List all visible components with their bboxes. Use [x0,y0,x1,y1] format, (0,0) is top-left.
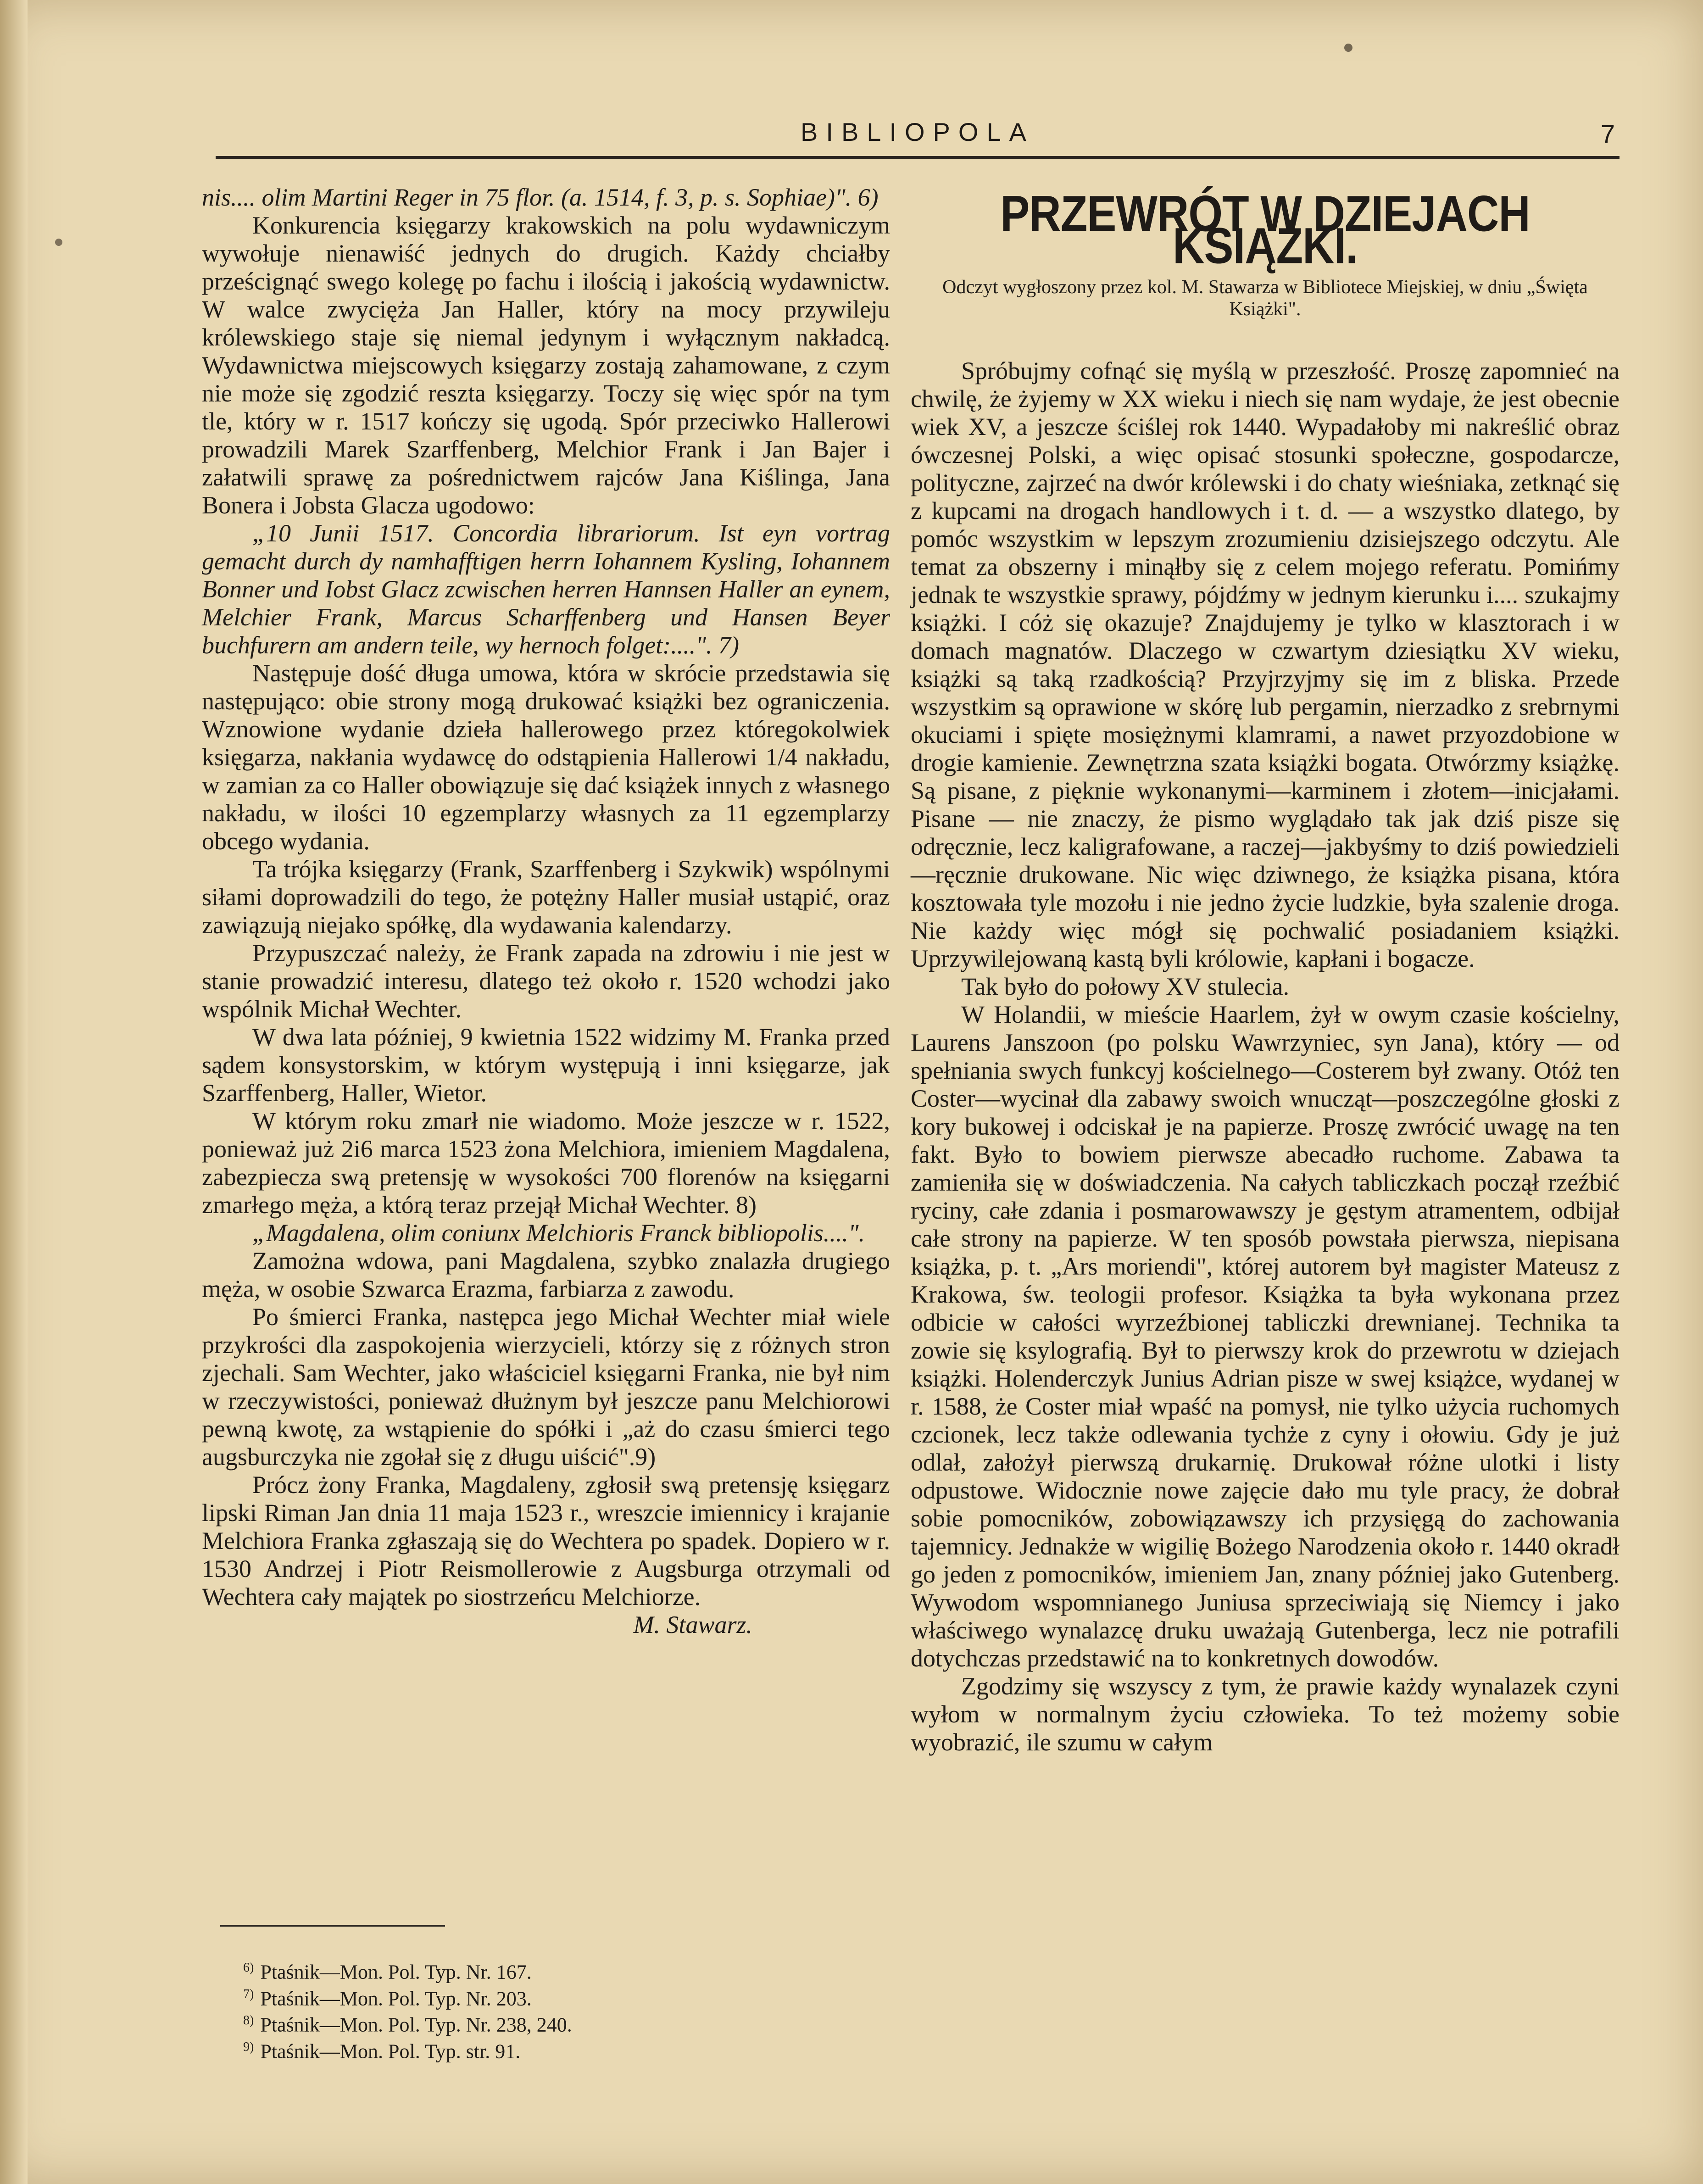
paragraph: Po śmierci Franka, następca jego Michał Wechter miał wiele przykrości dla zaspokojenia wierzycieli, którzy się z różnych stron zjechali. Sam Wechter, jako właściciel księgarni Franka, nie był nim w rzeczywistości, ponieważ dłużnym był jeszcze panu Melchiorowi pewną kwotę, za wstąpienie do spółki i „aż do czasu śmierci tego augsburczyka nie zgołał się z długu uiścić".9) [202,1303,890,1471]
footnote-number: 9) [243,2039,254,2054]
quotation: „10 Junii 1517. Concordia librariorum. Ist eyn vortrag gemacht durch dy namhafftigen herrn Iohannem Kysling, Iohannem Bonner und Iobst Glacz zcwischen herren Hannsen Haller an eynem, Melchier Frank, Marcus Scharffenberg und Hansen Beyer buchfurern am andern teile, wy hernoch folget:....". 7) [202,519,890,659]
paragraph: W którym roku zmarł nie wiadomo. Może jeszcze w r. 1522, ponieważ już 2i6 marca 1523 żona Melchiora, imieniem Magdalena, zabezpiecza swą pretensję w wysokości 700 florenów na księgarni zmarłego męża, a którą teraz przejął Michał Wechter. 8) [202,1107,890,1219]
paragraph: Prócz żony Franka, Magdaleny, zgłosił swą pretensję księgarz lipski Riman Jan dnia 11 maja 1523 r., wreszcie imiennicy i krajanie Melchiora Franka zgłaszają się do Wechtera po spadek. Dopiero w r. 1530 Andrzej i Piotr Reismollerowie z Augsburga otrzymali od Wechtera cały majątek po siostrzeńcu Melchiorze. [202,1471,890,1610]
footnotes [243,1957,794,2063]
quotation: „Magdalena, olim coniunx Melchioris Franck bibliopolis....". [252,1219,865,1247]
footnote [243,1983,794,2010]
publication-title: BIBLIOPOLA [801,117,1035,146]
footnote-rule [220,1925,445,1927]
paragraph: Spróbujmy cofnąć się myślą w przeszłość. Proszę zapomnieć na chwilę, że żyjemy w XX wieku i niech się nam wydaje, że jest obecnie wiek XV, a jeszcze ściślej rok 1440. Wypadałoby mi nakreślić obraz ówczesnej Polski, a więc opisać stosunki społeczne, gospodarcze, polityczne, zajrzeć na dwór królewski i do chaty wieśniaka, zetknąć się z kupcami na drogach handlowych i t. d. — a wszystko dlatego, by pomóc wszystkim w lepszym zrozumieniu dzisiejszego odczytu. Ale temat za obszerny i minąłby się z celem mojego referatu. Pomińmy jednak te wszystkie sprawy, pójdźmy w jednym kierunku i.... szukajmy książki. I cóż się okazuje? Znajdujemy je tylko w klasztorach i w domach magnatów. Dlaczego w czwartym dziesiątku XV wieku, książki są taką rzadkością? Przyjrzyjmy się im z bliska. Przede wszystkim są oprawione w skórę lub pergamin, nierzadko z srebrnymi okuciami i spięte mosiężnymi klamrami, a nawet przyozdobione w drogie kamienie. Zewnętrzna szata książki bogata. Otwórzmy książkę. Są pisane, z pięknie wykonanymi—karminem i złotem—inicjałami. Pisane — nie znaczy, że pismo wyglądało tak jak dziś pisze się odręcznie, lecz kaligrafowane, a raczej—jakbyśmy to dziś powiedzieli—ręcznie drukowane. Nic więc dziwnego, że książka pisana, która kosztowała tyle mozołu i nie jedno życie ludzkie, była szalenie droga. Nie każdy więc mógł się pochwalić posiadaniem książki. Uprzywilejowaną kastą byli królowie, kapłani i bogacze. [911,357,1620,972]
footnote-text: Ptaśnik—Mon. Pol. Typ. Nr. 238, 240. [260,2013,572,2036]
footnote-number: 8) [243,2013,254,2028]
footnote-text: Ptaśnik—Mon. Pol. Typ. Nr. 203. [260,1987,532,2010]
paragraph: Ta trójka księgarzy (Frank, Szarffenberg i Szykwik) wspólnymi siłami doprowadzili do tego, że potężny Haller musiał ustąpić, oraz zawiązują niejako spółkę, dla wydawania kalendarzy. [202,855,890,939]
footnote [243,2036,794,2063]
footnote [243,1957,794,1983]
page-header [220,117,1615,154]
paragraph: Zamożna wdowa, pani Magdalena, szybko znalazła drugiego męża, w osobie Szwarca Erazma, farbiarza z zawodu. [202,1247,890,1303]
article-title: PRZEWRÓT W DZIEJACH KSIĄŻKI. [1000,185,1530,274]
article-subtitle: Odczyt wygłoszony przez kol. M. Stawarza w Bibliotece Miejskiej, w dniu „Święta Książki". [942,277,1588,320]
paragraph: Następuje dość długa umowa, która w skrócie przedstawia się następująco: obie strony mogą drukować książki bez ograniczenia. Wznowione wydanie dzieła hallerowego przez któregokolwiek księgarza, nakłania wydawcę do odstąpienia Hallerowi 1/4 nakładu, w zamian za co Haller obowiązuje się dać książek innych z własnego nakładu, w ilości 10 egzemplarzy własnych za 11 egzemplarzy obcego wydania. [202,659,890,855]
header-rule [216,156,1620,159]
footnote [243,2010,794,2036]
page-spine-shadow [0,0,28,2184]
footnote-text: Ptaśnik—Mon. Pol. Typ. str. 91. [260,2040,521,2063]
ink-speck [1344,44,1352,52]
paragraph: Zgodzimy się wszyscy z tym, że prawie każdy wynalazek czyni wyłom w normalnym życiu człowieka. To też możemy sobie wyobrazić, ile szumu w całym [911,1672,1620,1756]
left-column [202,184,890,1639]
paragraph: nis.... olim Martini Reger in 75 flor. (a. 1514, f. 3, p. s. Sophiae)". 6) [202,184,879,211]
footnote-number: 6) [243,1961,254,1975]
paragraph: W Holandii, w mieście Haarlem, żył w owym czasie kościelny, Laurens Janszoon (po polsku Wawrzyniec, syn Jana), który — od spełniania swych funkcyj kościelnego—Costerem był zwany. Otóż ten Coster—wycinał dla zabawy swoich wnucząt—poszczególne głoski z kory bukowej i odciskał je na papierze. Proszę zwrócić uwagę na ten fakt. Było to bowiem pierwsze abecadło ruchome. Zabawa ta zamieniła się w doświadczenia. Na całych tabliczkach począł rzeźbić ryciny, całe zdania i posmarowawszy je gęstym atramentem, odbijał całe strony na papierze. W ten sposób powstała pierwsza, niepisana książka, p. t. „Ars moriendi", której autorem był magister Mateusz z Krakowa, św. teologii profesor. Książka ta była wykonana przez odbicie w całości wyrzeźbionej tabliczki drewnianej. Technika ta zowie się ksylografią. Był to pierwszy krok do przewrotu w dziejach książki. Holenderczyk Junius Adrian pisze w swej książce, wydanej w r. 1588, że Coster miał wpaść na pomysł, nie tylko użycia ruchomych czcionek, lecz także odlewania tychże z cyny i ołowiu. Gdy je już odlał, założył pierwszą drukarnię. Drukował różne ulotki i listy odpustowe. Widocznie nowe zajęcie dało mu tyle pracy, że dobrał sobie pomocników, zobowiązawszy ich przysięgą do zachowania tajemnicy. Jednakże w wigilię Bożego Narodzenia około r. 1440 okradł go jeden z pomocników, imieniem Jan, znany później jako Gutenberg. Wywodom wspomnianego Juniusa sprzeciwiają się Niemcy i jako właściwego wynalazcę druku uważają Gutenberga, lecz nie potrafili dotychczas przedstawić na to konkretnych dowodów. [911,1001,1620,1672]
paragraph: Tak było do połowy XV stulecia. [961,973,1290,1000]
right-column [911,185,1620,1756]
paragraph: Przypuszczać należy, że Frank zapada na zdrowiu i nie jest w stanie prowadzić interesu, dlatego też około r. 1520 wchodzi jako wspólnik Michał Wechter. [202,939,890,1023]
ink-speck [55,239,62,246]
page-number: 7 [1600,119,1615,148]
paragraph: W dwa lata później, 9 kwietnia 1522 widzimy M. Franka przed sądem konsystorskim, w którym występują i inni księgarze, jak Szarffenberg, Haller, Wietor. [202,1023,890,1107]
footnote-number: 7) [243,1987,254,2001]
footnote-text: Ptaśnik—Mon. Pol. Typ. Nr. 167. [260,1961,532,1983]
author-signature: M. Stawarz. [633,1611,752,1638]
paragraph: Konkurencia księgarzy krakowskich na polu wydawniczym wywołuje nienawiść jednych do drugich. Każdy chciałby prześcignąć swego kolegę po fachu i ilością i jakością wydawnictw. W walce zwycięża Jan Haller, który na mocy przywileju królewskiego staje się niemal jedynym i wyłącznym nakładcą. Wydawnictwa miejscowych księgarzy zostają zahamowane, z czym nie może się zgodzić reszta księgarzy. Toczy się więc spór na tym tle, który w r. 1517 kończy się ugodą. Spór przeciwko Hallerowi prowadzili Marek Szarffenberg, Melchior Frank i Jan Bajer i załatwili sprawę za pośrednictwem rajców Jana Kiślinga, Jana Bonera i Jobsta Glacza ugodowo: [202,212,890,519]
